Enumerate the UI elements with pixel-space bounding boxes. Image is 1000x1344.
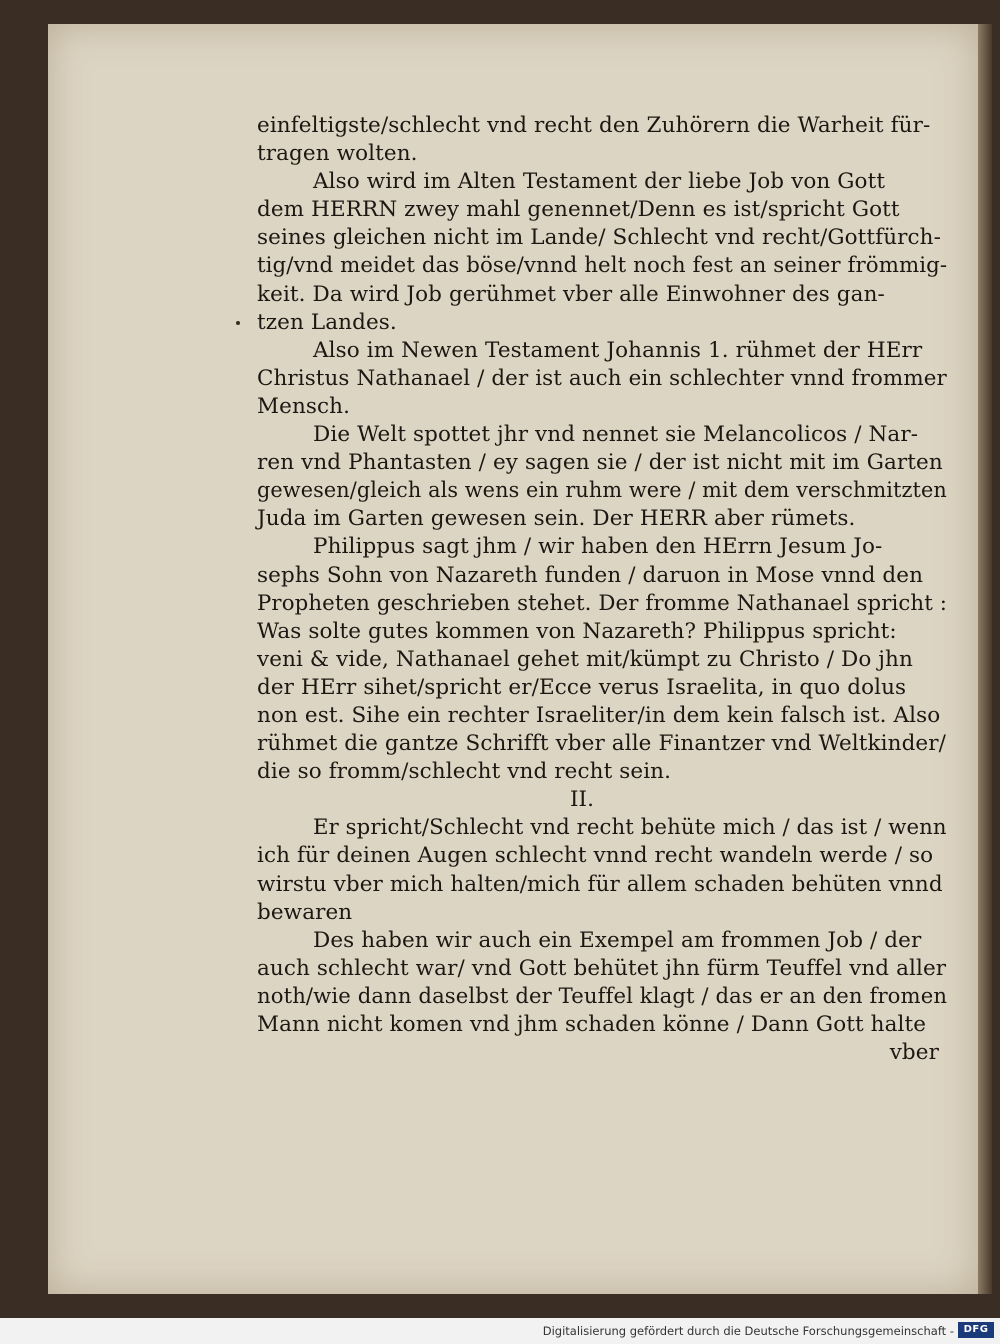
text-line: Des haben wir auch ein Exempel am frommen Job / der (313, 927, 922, 953)
text-line: dem HERRN zwey mahl genennet/Denn es ist/spricht Gott (257, 197, 900, 223)
text-line: Mensch. (257, 393, 351, 419)
text-line: auch schlecht war/ vnd Gott behütet jhn fürm Teuffel vnd aller (257, 955, 947, 981)
footer-bar (0, 1318, 1000, 1344)
text-line: Philippus sagt jhm / wir haben den HErrn Jesum Jo- (313, 534, 883, 560)
text-line: veni & vide, Nathanael gehet mit/kümpt zu Christo / Do jhn (257, 646, 913, 672)
text-line: ren vnd Phantasten / ey sagen sie / der ist nicht mit im Garten (257, 450, 943, 476)
text-line: wirstu vber mich halten/mich für allem schaden behüten vnnd (257, 871, 943, 897)
text-line: noth/wie dann daselbst der Teuffel klagt / das er an den fromen (257, 983, 948, 1009)
text-line: rühmet die gantze Schrifft vber alle Finantzer vnd Weltkinder/ (257, 731, 946, 757)
funding-notice: Digitalisierung gefördert durch die Deutsche Forschungsgemeinschaft - (542, 1324, 954, 1338)
text-line: der HErr sihet/spricht er/Ecce verus Israelita, in quo dolus (257, 674, 907, 700)
text-line: seines gleichen nicht im Lande/ Schlecht vnd recht/Gottfürch- (257, 225, 941, 251)
text-line: keit. Da wird Job gerühmet vber alle Einwohner des gan- (257, 281, 885, 307)
text-line: gewesen/gleich als wens ein ruhm were / mit dem verschmitzten (257, 478, 947, 504)
dfg-logo: DFG (958, 1322, 994, 1338)
text-line: vber (889, 1040, 939, 1066)
text-line: tig/vnd meidet das böse/vnnd helt noch fest an seiner frömmig- (257, 253, 948, 279)
page-edge (978, 24, 992, 1294)
text-line: II. (569, 787, 595, 813)
text-line: Mann nicht komen vnd jhm schaden könne / Dann Gott halte (257, 1012, 927, 1037)
text-line: Juda im Garten gewesen sein. Der HERR aber rümets. (257, 506, 856, 532)
text-line: Was solte gutes kommen von Nazareth? Philippus spricht: (257, 618, 897, 644)
text-line: die so fromm/schlecht vnd recht sein. (257, 759, 672, 785)
text-line: Also wird im Alten Testament der liebe Job von Gott (313, 169, 886, 195)
text-line: tzen Landes. (257, 309, 397, 335)
text-line: Propheten geschrieben stehet. Der fromme Nathanael spricht : (257, 590, 948, 616)
ink-speck (236, 321, 240, 325)
text-line: einfeltigste/schlecht vnd recht den Zuhörern die Warheit für- (257, 113, 931, 138)
text-line: sephs Sohn von Nazareth funden / daruon in Mose vnnd den (257, 562, 924, 588)
page-text (257, 112, 947, 1067)
text-line: Also im Newen Testament Johannis 1. rühmet der HErr (313, 337, 923, 363)
text-line: ich für deinen Augen schlecht vnnd recht wandeln werde / so (257, 843, 934, 869)
text-line: Christus Nathanael / der ist auch ein schlechter vnnd frommer (257, 365, 947, 391)
text-line: non est. Sihe ein rechter Israeliter/in dem kein falsch ist. Also (257, 702, 941, 728)
text-line: tragen wolten. (257, 141, 418, 167)
text-line: bewaren (257, 899, 353, 925)
text-line: Er spricht/Schlecht vnd recht behüte mich / das ist / wenn (313, 815, 947, 841)
text-line: Die Welt spottet jhr vnd nennet sie Melancolicos / Nar- (313, 422, 919, 448)
